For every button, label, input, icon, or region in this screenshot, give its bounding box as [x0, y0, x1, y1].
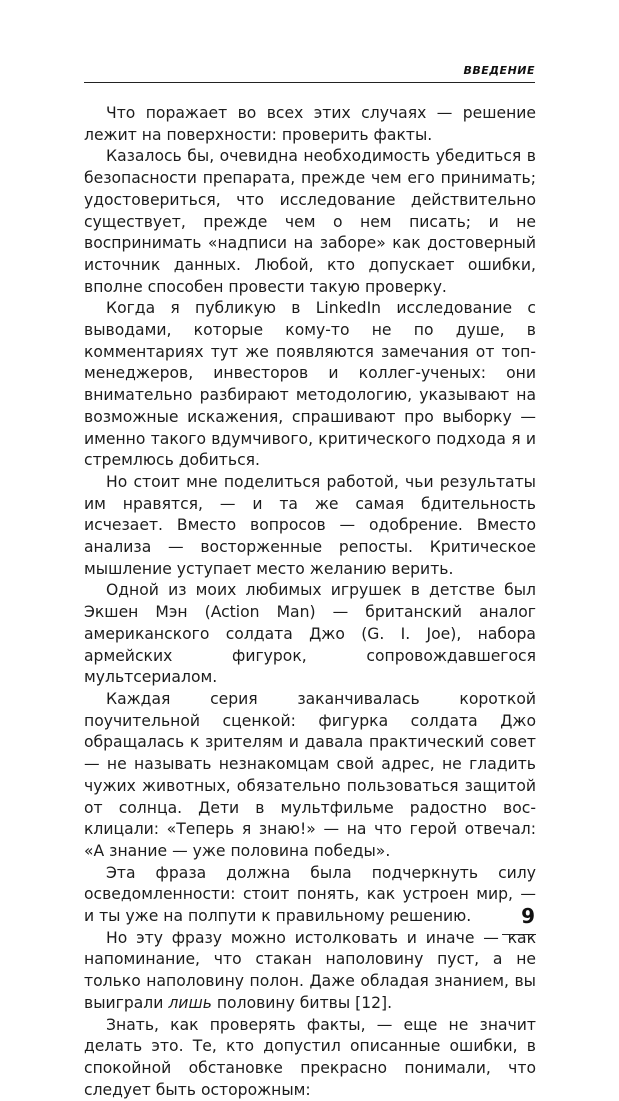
paragraph: Одной из моих любимых игрушек в детстве был Экшен Мэн (Action Man) — британский аналог американского солдата Джо (G. I. Joe), набора армейских фигурок, сопровождавшегося мультсериалом. — [84, 581, 536, 687]
paragraph — [84, 928, 536, 1015]
paragraph: Эта фраза должна была подчеркнуть силу осведомленности: стоит понять, как устроен мир, — и ты уже на полпути к правильному решению. — [84, 863, 536, 926]
text-run: половину битвы [12]. — [211, 993, 393, 1012]
header-rule — [84, 82, 535, 83]
paragraph: Казалось бы, очевидна необходимость убедиться в безопасности препарата, прежде чем его принимать; удостовериться, что исследование действительно существует, прежде чем о нем писать; и не воспринимать «надписи на заборе» как достоверный источник данных. Любой, кто допускает ошибки, вполне способен провести такую проверку. — [84, 147, 536, 296]
paragraph: Знать, как проверять факты, — еще не значит делать это. Те, кто допустил описанные ошибки, в спокойной обстановке прекрасно понимали, что следует быть осторожным: — [84, 1015, 536, 1099]
footer-rule — [502, 934, 536, 935]
emphasis: лишь — [168, 993, 212, 1012]
body-text — [84, 103, 536, 1101]
running-header-label: ВВЕДЕНИЕ — [463, 64, 535, 77]
text-run: Но эту фразу можно истолковать и иначе — как напоминание, что стакан наполовину пуст, а не только наполовину полон. Даже обладая знанием, вы выиграли — [84, 928, 536, 1012]
paragraph: Но стоит мне поделиться работой, чьи результаты им нравятся, — и та же самая бдительность исчезает. Вместо вопросов — одобрение. Вместо анализа — восторженные репосты. Критическое мышление уступает место желанию верить. — [84, 472, 536, 578]
paragraph: Каждая серия заканчивалась короткой поучительной сценкой: фигурка солдата Джо обращалась к зрителям и давала практический совет — не называть незнакомцам свой адрес, не гладить чужих животных, обязательно пользоваться защитой от солнца. Дети в мультфильме радостно восклицали: «Теперь я знаю!» — на что герой отвечал: «А знание — уже половина победы». — [84, 689, 536, 860]
page-number: 9 — [521, 904, 535, 928]
paragraph: Что поражает во всех этих случаях — решение лежит на поверхности: проверить факты. — [84, 104, 536, 144]
paragraph: Когда я публикую в LinkedIn исследование с выводами, которые кому-то не по душе, в комментариях тут же появляются замечания от топ-менеджеров, инвесторов и коллег-ученых: они внимательно разбирают методологию, указывают на возможные искажения, спрашивают про выборку — именно такого вдумчивого, критического подхода я и стремлюсь добиться. — [84, 299, 536, 470]
